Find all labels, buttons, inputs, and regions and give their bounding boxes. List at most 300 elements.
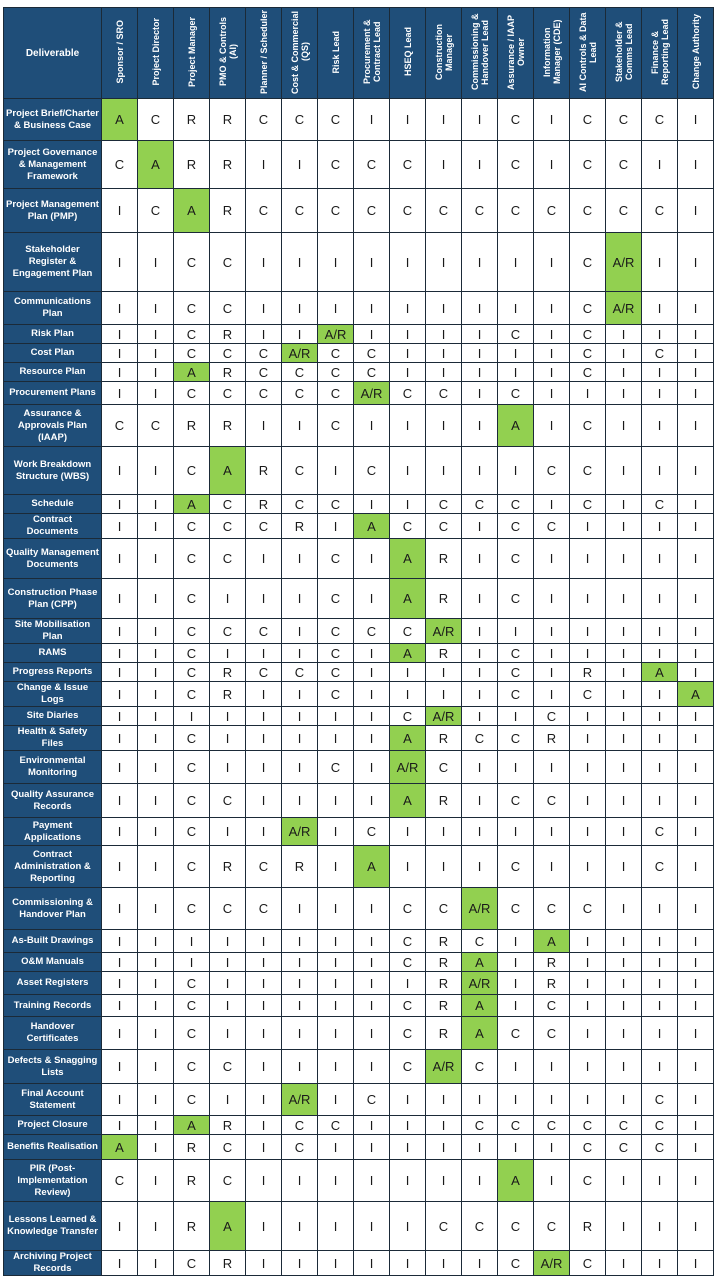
raci-cell: I [390,846,426,888]
table-row [4,189,714,233]
role-header [678,8,714,99]
deliverable-label: Lessons Learned & Knowledge Transfer [4,1202,102,1251]
table-row [4,619,714,644]
raci-cell: I [390,1160,426,1202]
raci-cell: I [174,953,210,972]
raci-cell: C [138,189,174,233]
raci-cell: I [642,751,678,784]
raci-cell: I [282,1202,318,1251]
raci-cell: I [318,447,354,495]
raci-cell: C [210,784,246,818]
raci-cell: I [426,846,462,888]
deliverable-label: Change & Issue Logs [4,682,102,707]
raci-cell: C [462,1202,498,1251]
table-row [4,233,714,292]
raci-cell: C [426,514,462,539]
raci-cell: I [678,1116,714,1135]
role-header-label: Planner / Scheduler [258,9,269,95]
raci-cell: C [498,1202,534,1251]
table-row [4,682,714,707]
raci-cell: I [534,751,570,784]
raci-cell: I [570,930,606,953]
raci-cell: R [570,663,606,682]
raci-cell: C [354,141,390,189]
role-header [102,8,138,99]
raci-cell: I [678,539,714,579]
raci-cell: I [678,382,714,405]
raci-cell: A [354,514,390,539]
raci-cell: I [282,644,318,663]
raci-cell: C [642,495,678,514]
raci-cell: C [246,189,282,233]
raci-cell: I [354,579,390,619]
table-row [4,99,714,141]
raci-cell: C [318,682,354,707]
raci-cell: C [354,189,390,233]
raci-cell: I [354,1017,390,1050]
raci-cell: I [642,1202,678,1251]
raci-cell: I [102,995,138,1017]
raci-cell: I [534,405,570,447]
raci-cell: I [318,953,354,972]
raci-cell: C [390,189,426,233]
deliverable-label: Contract Administration & Reporting [4,846,102,888]
table-row [4,405,714,447]
raci-cell: I [534,233,570,292]
raci-cell: R [210,1251,246,1276]
raci-cell: I [642,405,678,447]
raci-cell: C [174,325,210,344]
raci-cell: I [246,707,282,726]
raci-cell: I [498,363,534,382]
raci-cell: I [210,579,246,619]
raci-cell: C [462,1050,498,1084]
raci-cell: I [678,846,714,888]
raci-cell: C [534,1116,570,1135]
role-header [282,8,318,99]
raci-cell: C [246,382,282,405]
raci-cell: C [174,995,210,1017]
deliverable-label: Project Brief/Charter & Business Case [4,99,102,141]
raci-cell: I [354,726,390,751]
raci-cell: I [318,995,354,1017]
deliverable-label: Risk Plan [4,325,102,344]
raci-cell: C [570,447,606,495]
raci-cell: C [282,495,318,514]
raci-cell: C [426,382,462,405]
raci-cell: C [606,1116,642,1135]
raci-cell: I [210,1084,246,1116]
table-row [4,382,714,405]
raci-cell: I [606,644,642,663]
raci-cell: C [318,751,354,784]
raci-cell: I [102,953,138,972]
deliverable-label: Training Records [4,995,102,1017]
raci-cell: I [606,995,642,1017]
table-row [4,846,714,888]
raci-cell: I [462,1160,498,1202]
raci-cell: A [390,726,426,751]
deliverable-label: Environmental Monitoring [4,751,102,784]
raci-cell: I [678,930,714,953]
raci-cell: C [498,382,534,405]
raci-cell: I [390,344,426,363]
raci-cell: C [534,995,570,1017]
raci-cell: C [498,846,534,888]
raci-cell: I [498,292,534,325]
raci-cell: I [570,539,606,579]
deliverable-label: Progress Reports [4,663,102,682]
raci-cell: R [426,953,462,972]
raci-cell: I [606,953,642,972]
raci-cell: I [570,1017,606,1050]
raci-cell: C [390,514,426,539]
raci-cell: I [318,233,354,292]
role-header-label: Information Manager (CDE) [541,19,562,85]
raci-cell: I [426,363,462,382]
raci-cell: R [210,1116,246,1135]
raci-cell: I [390,818,426,846]
raci-cell: I [642,514,678,539]
raci-cell: C [174,644,210,663]
raci-cell: C [390,382,426,405]
deliverable-label: Construction Phase Plan (CPP) [4,579,102,619]
raci-cell: C [570,189,606,233]
raci-cell: I [390,363,426,382]
raci-cell: R [174,405,210,447]
role-header [174,8,210,99]
raci-cell: C [498,784,534,818]
raci-cell: I [246,405,282,447]
raci-cell: R [570,1202,606,1251]
raci-cell: I [138,930,174,953]
raci-cell: I [534,1160,570,1202]
raci-cell: C [534,784,570,818]
deliverable-label: Project Management Plan (PMP) [4,189,102,233]
raci-cell: I [606,363,642,382]
raci-cell: C [174,751,210,784]
role-header [570,8,606,99]
raci-cell: I [462,325,498,344]
raci-cell: I [642,1251,678,1276]
raci-cell: I [102,1017,138,1050]
raci-cell: C [462,726,498,751]
raci-cell: I [426,447,462,495]
raci-cell: I [678,344,714,363]
raci-cell: I [678,619,714,644]
table-row [4,953,714,972]
raci-cell: C [102,405,138,447]
raci-cell: I [282,579,318,619]
raci-cell: C [498,888,534,930]
raci-cell: I [678,325,714,344]
raci-cell: I [534,663,570,682]
raci-cell: I [498,930,534,953]
raci-cell: I [642,888,678,930]
raci-cell: I [642,325,678,344]
raci-cell: R [174,141,210,189]
raci-cell: R [426,784,462,818]
raci-cell: I [498,1084,534,1116]
raci-cell: C [282,99,318,141]
table-row [4,972,714,995]
table-row [4,644,714,663]
raci-cell: C [174,1084,210,1116]
raci-cell: I [138,447,174,495]
raci-cell: I [246,751,282,784]
table-row [4,447,714,495]
raci-cell: I [354,707,390,726]
raci-cell: I [318,930,354,953]
deliverable-label: Site Mobilisation Plan [4,619,102,644]
deliverable-label: Cost Plan [4,344,102,363]
role-header-label: PMO & Controls (AI) [217,17,238,87]
raci-cell: I [606,888,642,930]
raci-cell: C [570,495,606,514]
raci-cell: A/R [426,619,462,644]
raci-cell: I [246,726,282,751]
raci-cell: I [138,1084,174,1116]
role-header [318,8,354,99]
raci-cell: C [570,141,606,189]
raci-cell: I [462,1251,498,1276]
raci-cell: I [138,344,174,363]
raci-cell: I [570,619,606,644]
raci-cell: C [390,953,426,972]
raci-cell: I [606,1160,642,1202]
raci-cell: I [210,930,246,953]
raci-cell: I [642,447,678,495]
raci-cell: C [174,1251,210,1276]
raci-cell: I [534,1050,570,1084]
raci-cell: I [606,405,642,447]
raci-cell: I [606,726,642,751]
raci-cell: I [570,1050,606,1084]
raci-cell: I [318,888,354,930]
raci-cell: I [246,784,282,818]
raci-cell: C [210,1160,246,1202]
deliverable-label: Work Breakdown Structure (WBS) [4,447,102,495]
raci-cell: I [570,382,606,405]
raci-cell: I [102,930,138,953]
raci-cell: C [210,1050,246,1084]
raci-cell: I [354,663,390,682]
raci-cell: A/R [606,233,642,292]
table-row [4,930,714,953]
raci-cell: C [174,846,210,888]
raci-cell: C [426,189,462,233]
raci-cell: R [426,972,462,995]
raci-cell: I [606,818,642,846]
raci-cell: C [174,682,210,707]
raci-cell: I [606,579,642,619]
raci-cell: I [642,539,678,579]
raci-cell: I [102,1050,138,1084]
raci-cell: I [354,1135,390,1160]
raci-cell: I [246,644,282,663]
raci-cell: I [282,707,318,726]
raci-cell: I [246,579,282,619]
raci-cell: C [570,405,606,447]
raci-cell: I [498,1135,534,1160]
raci-cell: C [498,1116,534,1135]
raci-cell: I [246,972,282,995]
raci-cell: I [138,579,174,619]
raci-cell: I [678,233,714,292]
deliverable-label: Assurance & Approvals Plan (IAAP) [4,405,102,447]
raci-cell: C [390,141,426,189]
role-header-label: Procurement & Contract Lead [361,19,382,85]
raci-cell: A/R [426,1050,462,1084]
raci-cell: C [534,888,570,930]
raci-cell: I [570,751,606,784]
raci-cell: I [678,363,714,382]
raci-cell: I [570,846,606,888]
raci-cell: C [534,189,570,233]
raci-cell: I [498,972,534,995]
raci-cell: I [390,1135,426,1160]
raci-cell: I [246,1017,282,1050]
raci-cell: C [642,344,678,363]
raci-cell: A [174,363,210,382]
raci-cell: I [570,707,606,726]
raci-cell: A/R [318,325,354,344]
raci-cell: A/R [606,292,642,325]
raci-cell: I [606,1084,642,1116]
raci-cell: C [210,382,246,405]
raci-cell: I [678,644,714,663]
raci-cell: R [210,325,246,344]
raci-cell: C [174,447,210,495]
raci-cell: I [282,1017,318,1050]
raci-cell: I [498,619,534,644]
raci-cell: I [102,382,138,405]
raci-cell: C [462,495,498,514]
raci-cell: A [390,539,426,579]
deliverable-label: Benefits Realisation [4,1135,102,1160]
raci-cell: C [174,784,210,818]
raci-cell: I [138,233,174,292]
raci-cell: C [318,1116,354,1135]
raci-cell: C [498,682,534,707]
raci-cell: C [174,514,210,539]
raci-cell: C [462,930,498,953]
deliverable-label: Handover Certificates [4,1017,102,1050]
raci-cell: C [102,1160,138,1202]
raci-cell: I [354,1160,390,1202]
raci-cell: I [462,682,498,707]
raci-cell: I [534,644,570,663]
deliverable-label: O&M Manuals [4,953,102,972]
raci-cell: I [138,363,174,382]
raci-cell: I [678,751,714,784]
raci-matrix [3,7,714,1276]
raci-cell: I [498,344,534,363]
raci-cell: C [174,1050,210,1084]
raci-cell: I [282,682,318,707]
raci-cell: C [210,619,246,644]
deliverable-label: Health & Safety Files [4,726,102,751]
raci-cell: I [318,1251,354,1276]
raci-cell: I [282,972,318,995]
raci-cell: R [246,447,282,495]
raci-cell: I [282,1050,318,1084]
deliverable-label: Archiving Project Records [4,1251,102,1276]
raci-cell: I [282,930,318,953]
raci-cell: C [390,707,426,726]
raci-cell: I [102,495,138,514]
raci-cell: I [678,1017,714,1050]
raci-cell: C [210,233,246,292]
raci-cell: R [282,514,318,539]
raci-cell: A/R [462,888,498,930]
raci-cell: A/R [390,751,426,784]
deliverable-label: Contract Documents [4,514,102,539]
raci-cell: I [642,972,678,995]
raci-cell: I [606,682,642,707]
raci-cell: C [570,99,606,141]
raci-cell: I [642,784,678,818]
raci-cell: I [606,1017,642,1050]
raci-cell: I [102,363,138,382]
raci-cell: C [462,1116,498,1135]
raci-cell: I [426,344,462,363]
raci-cell: I [678,1202,714,1251]
raci-cell: I [678,663,714,682]
deliverable-label: Stakeholder Register & Engagement Plan [4,233,102,292]
raci-cell: I [354,99,390,141]
raci-cell: I [102,233,138,292]
raci-cell: I [102,707,138,726]
raci-cell: I [246,292,282,325]
raci-cell: I [462,619,498,644]
raci-cell: I [102,1116,138,1135]
raci-cell: I [210,644,246,663]
raci-cell: I [282,292,318,325]
raci-cell: C [318,663,354,682]
raci-cell: C [354,619,390,644]
deliverable-label: Defects & Snagging Lists [4,1050,102,1084]
raci-cell: C [498,663,534,682]
raci-cell: I [282,141,318,189]
raci-cell: I [390,447,426,495]
raci-cell: I [534,1135,570,1160]
raci-cell: C [498,1017,534,1050]
raci-cell: C [498,189,534,233]
raci-cell: A [174,1116,210,1135]
raci-cell: I [318,726,354,751]
raci-cell: I [174,707,210,726]
raci-cell: I [606,495,642,514]
raci-cell: I [462,99,498,141]
table-row [4,1251,714,1276]
raci-cell: C [246,344,282,363]
raci-cell: I [246,1251,282,1276]
raci-cell: C [498,1251,534,1276]
raci-cell: I [138,1050,174,1084]
raci-cell: I [606,663,642,682]
raci-cell: R [174,1135,210,1160]
raci-cell: I [282,888,318,930]
raci-cell: I [606,539,642,579]
table-row [4,663,714,682]
raci-cell: C [426,495,462,514]
role-header-label: AI Controls & Data Lead [577,12,598,92]
raci-cell: I [354,972,390,995]
raci-cell: I [678,818,714,846]
raci-cell: I [102,1084,138,1116]
raci-cell: I [354,292,390,325]
